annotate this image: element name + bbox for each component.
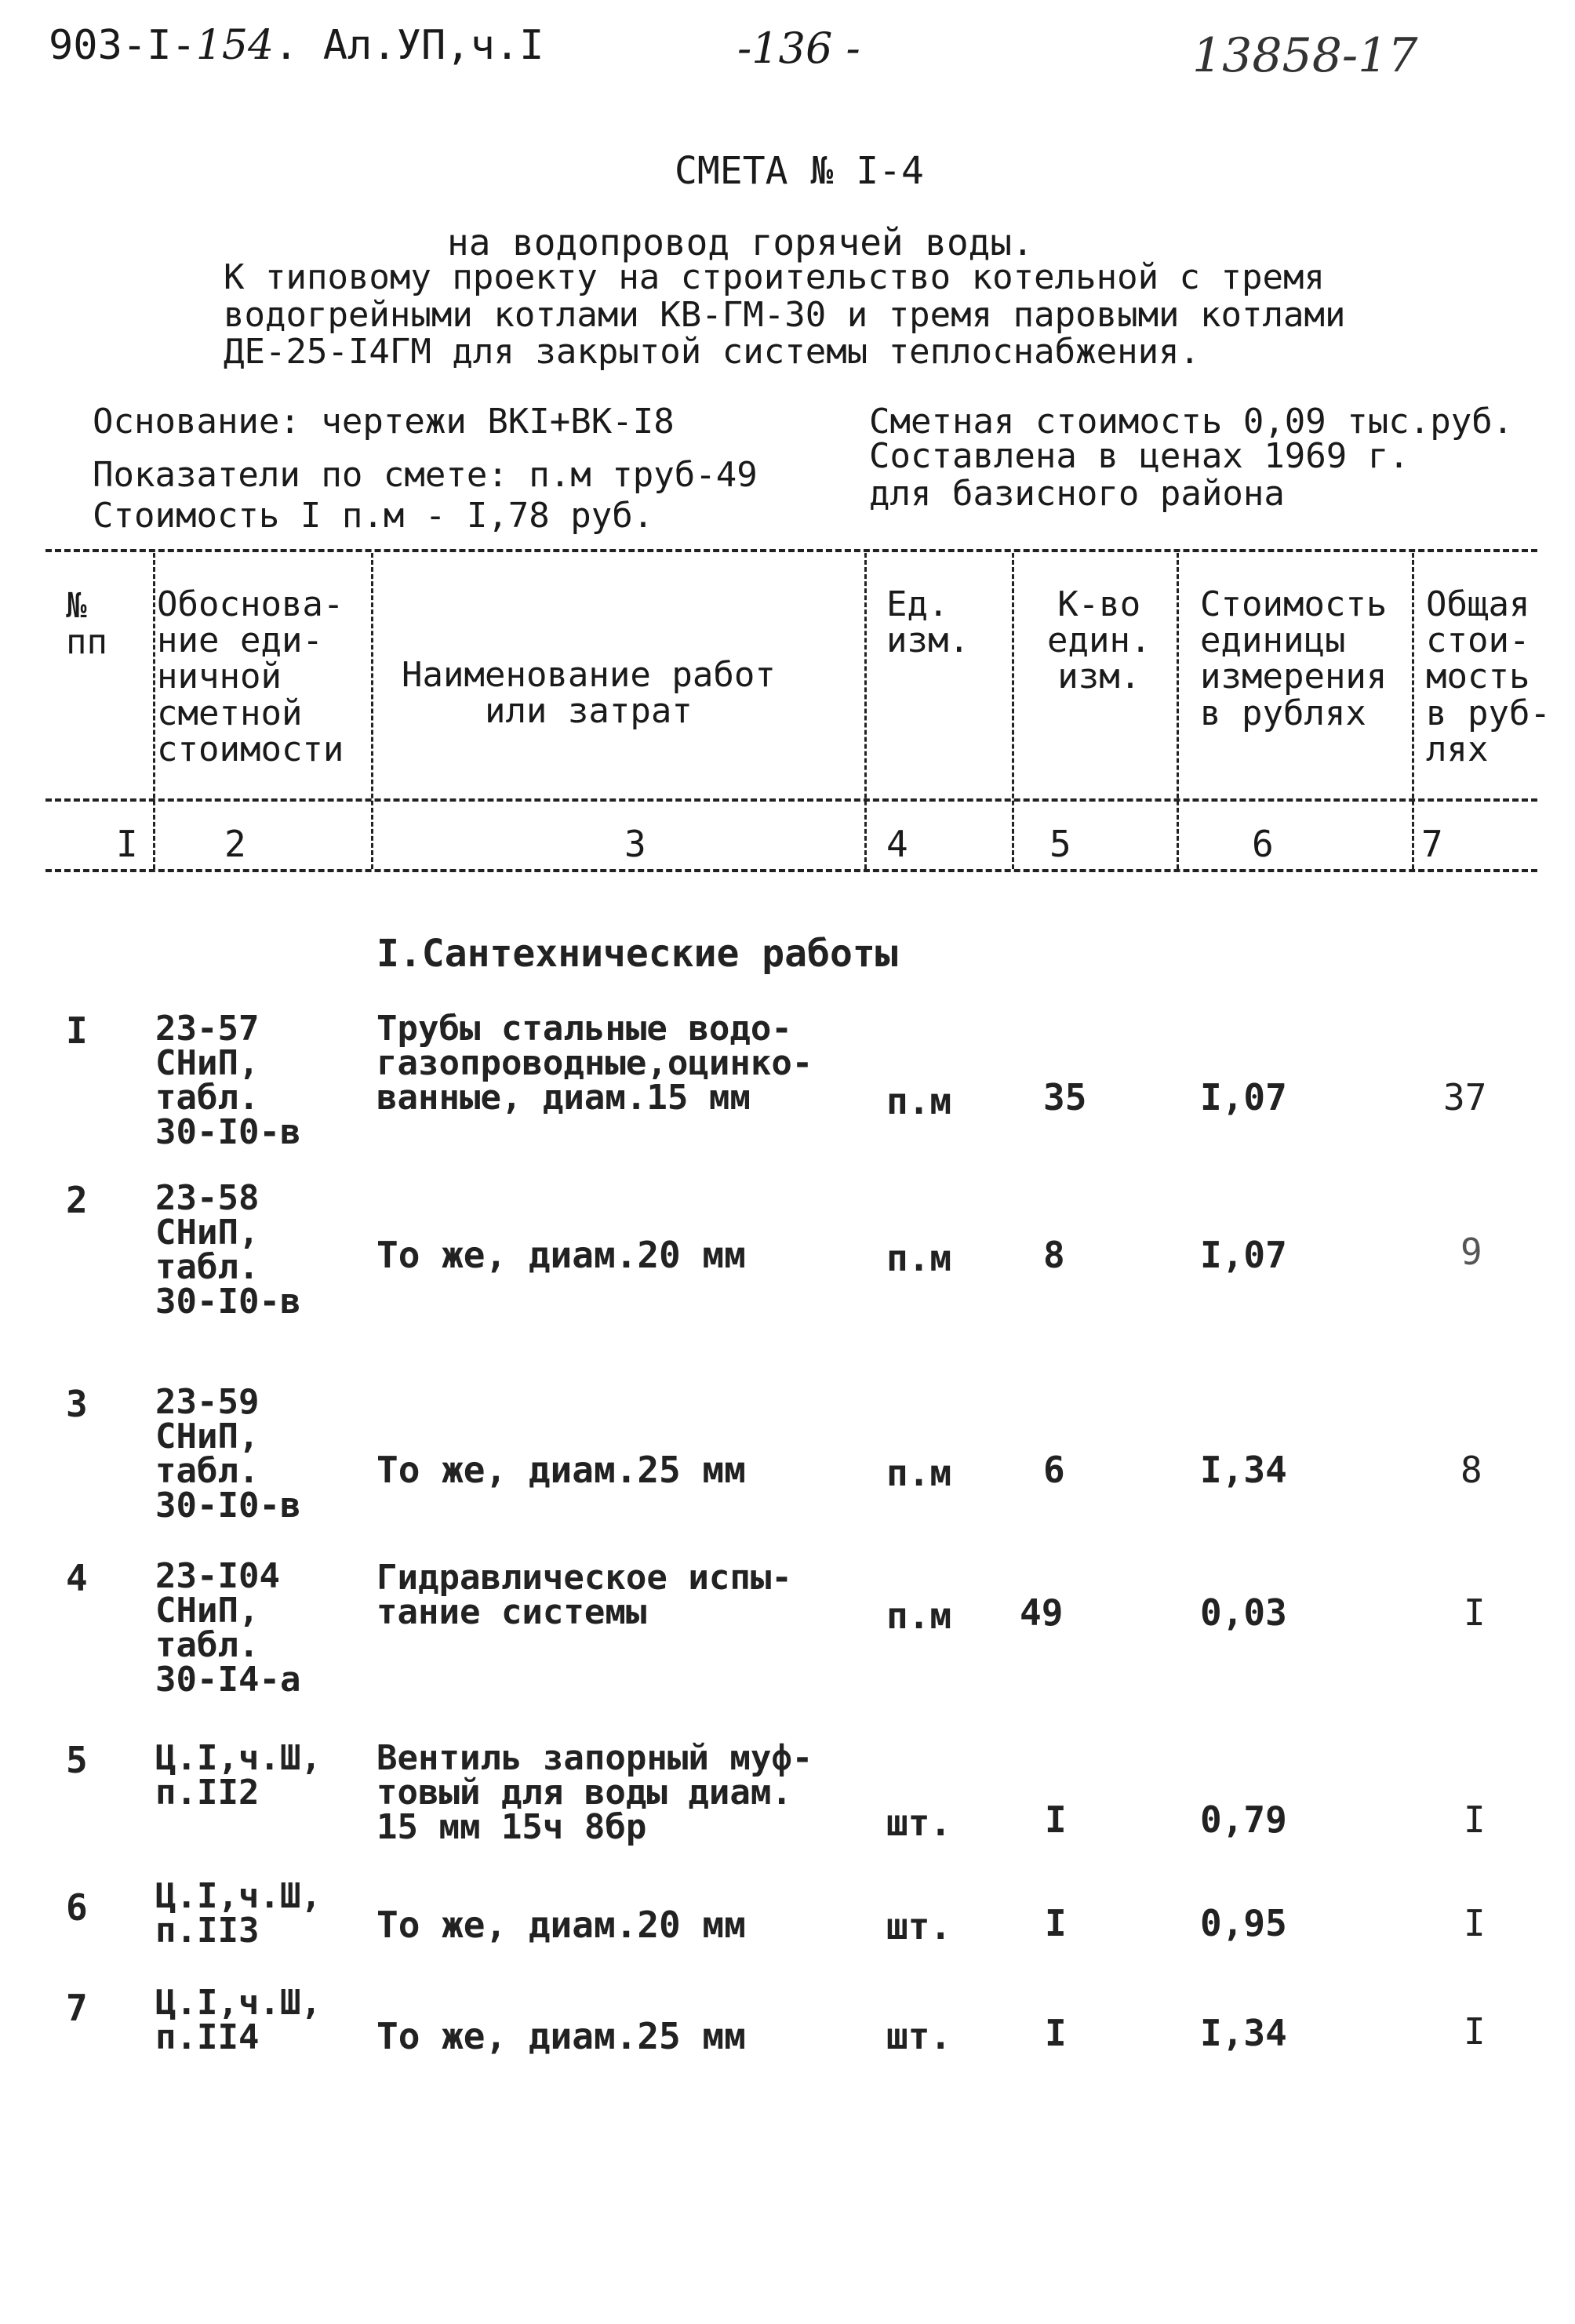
column-number: 5	[1049, 823, 1071, 865]
row-unit-price: I,07	[1200, 1234, 1287, 1276]
column-header-unit: Ед. изм.	[886, 584, 969, 661]
column-divider	[1412, 553, 1414, 869]
estimated-cost-text: Сметная стоимость 0,09 тыс.руб.	[869, 402, 1514, 442]
row-unit-price: 0,79	[1200, 1798, 1287, 1841]
table-header-rule	[45, 798, 1537, 802]
row-basis: Ц.I,ч.Ш, п.II2	[155, 1738, 322, 1813]
row-quantity: 35	[1043, 1076, 1087, 1118]
column-divider	[153, 553, 155, 869]
estimate-description: К типовому проекту на строительство котельной с тремя водогрейными котлами КВ-ГМ-30 и тремя паровыми котлами ДЕ-25-I4ГМ для закрытой системы теплоснабжения.	[224, 257, 1346, 373]
row-unit-price: 0,03	[1200, 1591, 1287, 1634]
row-name: То же, диам.25 мм	[376, 1449, 746, 1491]
column-header-total: Общая стои- мость в руб- лях	[1426, 584, 1551, 769]
album-reference: . Ал.УП,ч.I	[274, 22, 544, 69]
row-unit: п.м	[886, 1237, 952, 1279]
row-number: 6	[66, 1886, 88, 1929]
prices-text: Составлена в ценах 1969 г. для базисного района	[869, 436, 1409, 515]
row-unit-price: I,34	[1200, 1449, 1287, 1491]
row-total: I	[1464, 2010, 1486, 2053]
section-title: I.Сантехнические работы	[376, 932, 898, 976]
row-total: 9	[1460, 1231, 1482, 1273]
row-quantity: I	[1045, 1798, 1067, 1841]
row-number: 3	[66, 1383, 88, 1425]
table-column-numbers-rule	[45, 869, 1537, 872]
column-header-number: № пп	[66, 586, 107, 663]
row-basis: 23-59 СНиП, табл. 30-I0-в	[155, 1382, 301, 1526]
estimate-heading: СМЕТА № I-4	[675, 149, 924, 193]
basis-text: Основание: чертежи ВКI+ВК-I8	[93, 402, 675, 442]
row-name: Гидравлическое испы- тание системы	[376, 1558, 792, 1632]
row-total: I	[1464, 1591, 1486, 1634]
row-number: 4	[66, 1557, 88, 1599]
column-header-quantity: К-во един. изм.	[1047, 584, 1151, 697]
column-divider	[371, 553, 373, 869]
column-number: 7	[1421, 823, 1443, 865]
document-code-handwritten: 154	[195, 22, 275, 69]
row-total: 8	[1460, 1449, 1482, 1491]
row-name: Трубы стальные водо- газопроводные,оцинко- ванные, диам.15 мм	[376, 1009, 813, 1118]
row-number: I	[66, 1009, 88, 1052]
indicators-text: Показатели по смете: п.м труб-49	[93, 455, 758, 495]
column-header-basis: Обоснова- ние еди- ничной сметной стоимости	[157, 584, 344, 769]
row-name: То же, диам.20 мм	[376, 1904, 746, 1946]
document-code-printed: 903-I-	[49, 22, 196, 69]
column-header-unit-price: Стоимость единицы измерения в рублях	[1200, 584, 1388, 733]
row-basis: Ц.I,ч.Ш, п.II3	[155, 1876, 322, 1951]
table-top-rule	[45, 549, 1537, 552]
row-basis: 23-58 СНиП, табл. 30-I0-в	[155, 1178, 301, 1322]
inventory-number: 13858-17	[1192, 28, 1418, 83]
unit-cost-text: Стоимость I п.м - I,78 руб.	[93, 496, 654, 536]
row-basis: Ц.I,ч.Ш, п.II4	[155, 1983, 322, 2057]
row-quantity: 8	[1043, 1234, 1065, 1276]
row-basis: 23-57 СНиП, табл. 30-I0-в	[155, 1009, 301, 1152]
row-quantity: I	[1045, 1902, 1067, 1944]
row-unit: п.м	[886, 1452, 952, 1494]
row-basis: 23-I04 СНиП, табл. 30-I4-а	[155, 1556, 301, 1700]
row-unit: п.м	[886, 1080, 952, 1122]
column-number: 4	[886, 823, 908, 865]
column-number: 2	[224, 823, 246, 865]
row-name: Вентиль запорный муф- товый для воды диам. 15 мм 15ч 8бр	[376, 1738, 813, 1847]
row-total: I	[1464, 1798, 1486, 1841]
row-number: 7	[66, 1987, 88, 2029]
row-unit: п.м	[886, 1595, 952, 1637]
row-unit: шт.	[886, 2015, 952, 2057]
column-divider	[864, 553, 867, 869]
row-unit-price: 0,95	[1200, 1902, 1287, 1944]
row-quantity: 49	[1020, 1591, 1064, 1634]
row-total: 37	[1443, 1076, 1487, 1118]
row-total: I	[1464, 1902, 1486, 1944]
row-unit: шт.	[886, 1802, 952, 1844]
column-divider	[1177, 553, 1179, 869]
row-unit: шт.	[886, 1905, 952, 1948]
row-number: 2	[66, 1179, 88, 1221]
row-name: То же, диам.25 мм	[376, 2015, 746, 2057]
row-quantity: 6	[1043, 1449, 1065, 1491]
row-unit-price: I,34	[1200, 2012, 1287, 2054]
column-number: I	[116, 823, 138, 865]
estimate-subtitle: на водопровод горячей воды.	[447, 221, 1034, 264]
document-code	[49, 22, 544, 69]
row-quantity: I	[1045, 2012, 1067, 2054]
page-number: -136 -	[737, 24, 860, 73]
row-number: 5	[66, 1739, 88, 1781]
column-header-name: Наименование работ или затрат	[402, 655, 776, 732]
column-number: 3	[624, 823, 646, 865]
column-divider	[1012, 553, 1014, 869]
column-number: 6	[1252, 823, 1274, 865]
row-name: То же, диам.20 мм	[376, 1234, 746, 1276]
row-unit-price: I,07	[1200, 1076, 1287, 1118]
